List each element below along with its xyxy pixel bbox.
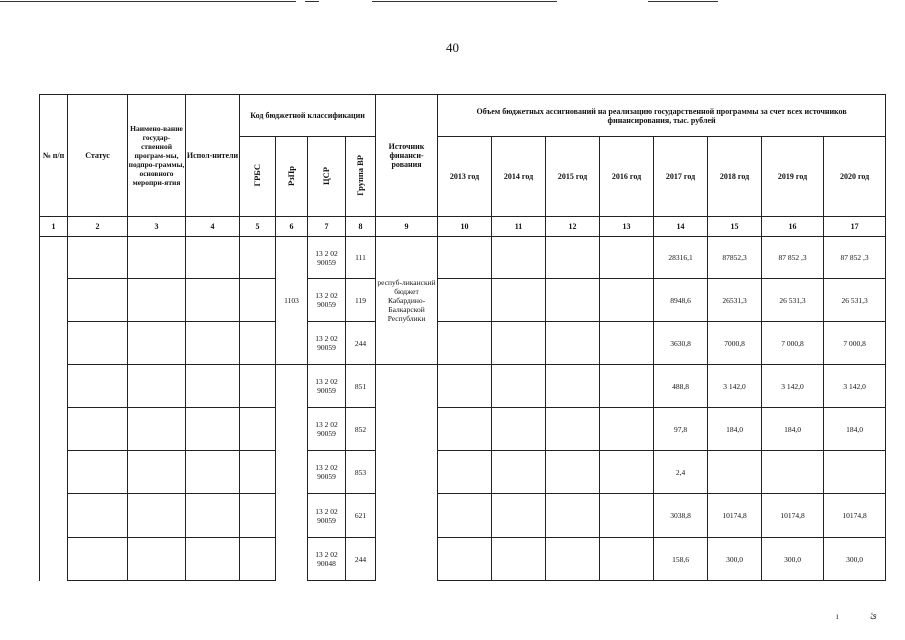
cell-csr: 13 2 02 90059 (308, 408, 346, 451)
cell-2015 (546, 451, 600, 494)
cell-vr: 244 (346, 538, 376, 581)
cell-status (68, 322, 128, 365)
table-row (40, 279, 886, 322)
column-number: 15 (708, 217, 762, 237)
cell-2015 (546, 408, 600, 451)
cell-status (68, 408, 128, 451)
cell-2015 (546, 237, 600, 279)
header-year-2013: 2013 год (438, 137, 492, 217)
header-source: Источник финанси-рования (376, 95, 438, 217)
cell-2014 (492, 451, 546, 494)
column-number: 16 (762, 217, 824, 237)
cell-executors (186, 279, 240, 322)
bottom-mark-right: ئ (870, 610, 878, 620)
cell-grbs (240, 279, 276, 322)
cell-2020: 184,0 (824, 408, 886, 451)
cell-2020: 3 142,0 (824, 365, 886, 408)
cell-2019: 10174,8 (762, 494, 824, 538)
cell-name (128, 322, 186, 365)
header-year-2020: 2020 год (824, 137, 886, 217)
cell-status (68, 494, 128, 538)
table-row (40, 365, 886, 408)
cell-name (128, 279, 186, 322)
cell-2017: 2,4 (654, 451, 708, 494)
column-number: 4 (186, 217, 240, 237)
cell-vr: 111 (346, 237, 376, 279)
cell-2018: 87852,3 (708, 237, 762, 279)
cell-grbs (240, 494, 276, 538)
cell-grbs (240, 451, 276, 494)
header-rzpr: РзПр (286, 165, 296, 186)
cell-2018: 3 142,0 (708, 365, 762, 408)
bottom-mark-left: ı (836, 611, 839, 621)
cell-vr: 119 (346, 279, 376, 322)
cell-csr: 13 2 02 90059 (308, 322, 346, 365)
column-number: 3 (128, 217, 186, 237)
cell-vr: 851 (346, 365, 376, 408)
column-number-row (40, 217, 886, 237)
cell-source-group2 (376, 365, 438, 581)
table-row (40, 494, 886, 538)
cell-name (128, 408, 186, 451)
column-number: 1 (40, 217, 68, 237)
column-number: 2 (68, 217, 128, 237)
cell-2020: 10174,8 (824, 494, 886, 538)
cell-status (68, 365, 128, 408)
cell-2017: 28316,1 (654, 237, 708, 279)
cell-executors (186, 322, 240, 365)
cell-2013 (438, 322, 492, 365)
header-n: № п/п (40, 95, 68, 217)
cell-2015 (546, 538, 600, 581)
header-vr-cell (346, 137, 376, 217)
cell-2014 (492, 237, 546, 279)
cell-2019: 3 142,0 (762, 365, 824, 408)
column-number: 11 (492, 217, 546, 237)
cell-name (128, 494, 186, 538)
cell-status (68, 237, 128, 279)
cell-2015 (546, 365, 600, 408)
cell-2014 (492, 279, 546, 322)
cell-2020 (824, 451, 886, 494)
cell-2016 (600, 365, 654, 408)
cell-2018: 26531,3 (708, 279, 762, 322)
header-year-2016: 2016 год (600, 137, 654, 217)
cell-name (128, 237, 186, 279)
header-year-2017: 2017 год (654, 137, 708, 217)
header-executors: Испол-нители (186, 95, 240, 217)
table-row (40, 408, 886, 451)
header-volume: Объем бюджетных ассигнований на реализацию государственной программы за счет всех источников финансирования, тыс. рублей (438, 95, 886, 137)
cell-2019: 300,0 (762, 538, 824, 581)
cell-2016 (600, 279, 654, 322)
header-grbs-cell (240, 137, 276, 217)
cell-executors (186, 237, 240, 279)
cell-grbs (240, 322, 276, 365)
cell-2015 (546, 494, 600, 538)
cell-csr: 13 2 02 90059 (308, 494, 346, 538)
cell-2018 (708, 451, 762, 494)
cell-executors (186, 538, 240, 581)
cell-rzpr-group2 (276, 365, 308, 581)
table-row (40, 322, 886, 365)
cell-2016 (600, 322, 654, 365)
column-number: 6 (276, 217, 308, 237)
cell-csr: 13 2 02 90059 (308, 365, 346, 408)
header-name: Наимено-вание государ-ственной програм-мы, подпро-граммы, основного меропри-ятия (128, 95, 186, 217)
header-rzpr-cell (276, 137, 308, 217)
top-rule-1 (0, 1, 296, 2)
column-number: 10 (438, 217, 492, 237)
cell-2017: 8948,6 (654, 279, 708, 322)
cell-2013 (438, 279, 492, 322)
column-number: 12 (546, 217, 600, 237)
header-csr-cell (308, 137, 346, 217)
header-year-2014: 2014 год (492, 137, 546, 217)
cell-2019 (762, 451, 824, 494)
cell-grbs (240, 237, 276, 279)
cell-vr: 852 (346, 408, 376, 451)
cell-2018: 10174,8 (708, 494, 762, 538)
cell-status (68, 538, 128, 581)
cell-status (68, 279, 128, 322)
cell-vr: 621 (346, 494, 376, 538)
cell-2017: 97,8 (654, 408, 708, 451)
cell-2019: 7 000,8 (762, 322, 824, 365)
header-grbs: ГРБС (252, 164, 262, 187)
budget-table (39, 94, 886, 581)
cell-rzpr-group1: 1103 (276, 237, 308, 365)
cell-2013 (438, 365, 492, 408)
cell-2016 (600, 451, 654, 494)
cell-2014 (492, 365, 546, 408)
cell-status (68, 451, 128, 494)
cell-2013 (438, 451, 492, 494)
cell-2020: 300,0 (824, 538, 886, 581)
cell-2018: 7000,8 (708, 322, 762, 365)
cell-2014 (492, 538, 546, 581)
table-row (40, 237, 886, 279)
cell-2019: 184,0 (762, 408, 824, 451)
cell-name (128, 538, 186, 581)
cell-executors (186, 494, 240, 538)
cell-2015 (546, 322, 600, 365)
column-number: 13 (600, 217, 654, 237)
cell-grbs (240, 538, 276, 581)
header-year-2018: 2018 год (708, 137, 762, 217)
top-rule-4 (648, 1, 718, 2)
cell-2013 (438, 494, 492, 538)
cell-grbs (240, 408, 276, 451)
cell-2014 (492, 494, 546, 538)
cell-2020: 87 852 ,3 (824, 237, 886, 279)
column-number: 9 (376, 217, 438, 237)
cell-2013 (438, 408, 492, 451)
header-year-2019: 2019 год (762, 137, 824, 217)
cell-2014 (492, 322, 546, 365)
cell-vr: 244 (346, 322, 376, 365)
cell-2020: 26 531,3 (824, 279, 886, 322)
header-vr: Группа ВР (355, 155, 366, 196)
column-number: 14 (654, 217, 708, 237)
column-number: 7 (308, 217, 346, 237)
cell-2013 (438, 237, 492, 279)
cell-2019: 26 531,3 (762, 279, 824, 322)
column-number: 5 (240, 217, 276, 237)
cell-n (40, 237, 68, 581)
cell-2018: 184,0 (708, 408, 762, 451)
cell-executors (186, 451, 240, 494)
column-number: 8 (346, 217, 376, 237)
cell-source-group1: респуб-ликанский бюджет Кабардино-Балкарской Республики (376, 237, 438, 365)
column-number: 17 (824, 217, 886, 237)
cell-csr: 13 2 02 90059 (308, 237, 346, 279)
cell-executors (186, 408, 240, 451)
cell-2017: 158,6 (654, 538, 708, 581)
cell-2016 (600, 237, 654, 279)
cell-2017: 3630,8 (654, 322, 708, 365)
cell-executors (186, 365, 240, 408)
cell-2016 (600, 408, 654, 451)
cell-2018: 300,0 (708, 538, 762, 581)
cell-2019: 87 852 ,3 (762, 237, 824, 279)
header-status: Статус (68, 95, 128, 217)
top-rule-3 (372, 1, 557, 2)
page-number: 40 (446, 40, 459, 55)
header-csr: ЦСР (321, 166, 331, 185)
cell-2016 (600, 494, 654, 538)
cell-name (128, 451, 186, 494)
cell-2014 (492, 408, 546, 451)
cell-2017: 488,8 (654, 365, 708, 408)
cell-2016 (600, 538, 654, 581)
cell-vr: 853 (346, 451, 376, 494)
cell-csr: 13 2 02 90048 (308, 538, 346, 581)
table-row (40, 451, 886, 494)
top-rule-2 (305, 1, 319, 2)
cell-2017: 3038,8 (654, 494, 708, 538)
header-year-2015: 2015 год (546, 137, 600, 217)
cell-2020: 7 000,8 (824, 322, 886, 365)
cell-2013 (438, 538, 492, 581)
cell-name (128, 365, 186, 408)
cell-csr: 13 2 02 90059 (308, 451, 346, 494)
cell-grbs (240, 365, 276, 408)
cell-2015 (546, 279, 600, 322)
table-row (40, 538, 886, 581)
cell-csr: 13 2 02 90059 (308, 279, 346, 322)
header-budget-code: Код бюджетной классификации (240, 95, 376, 137)
